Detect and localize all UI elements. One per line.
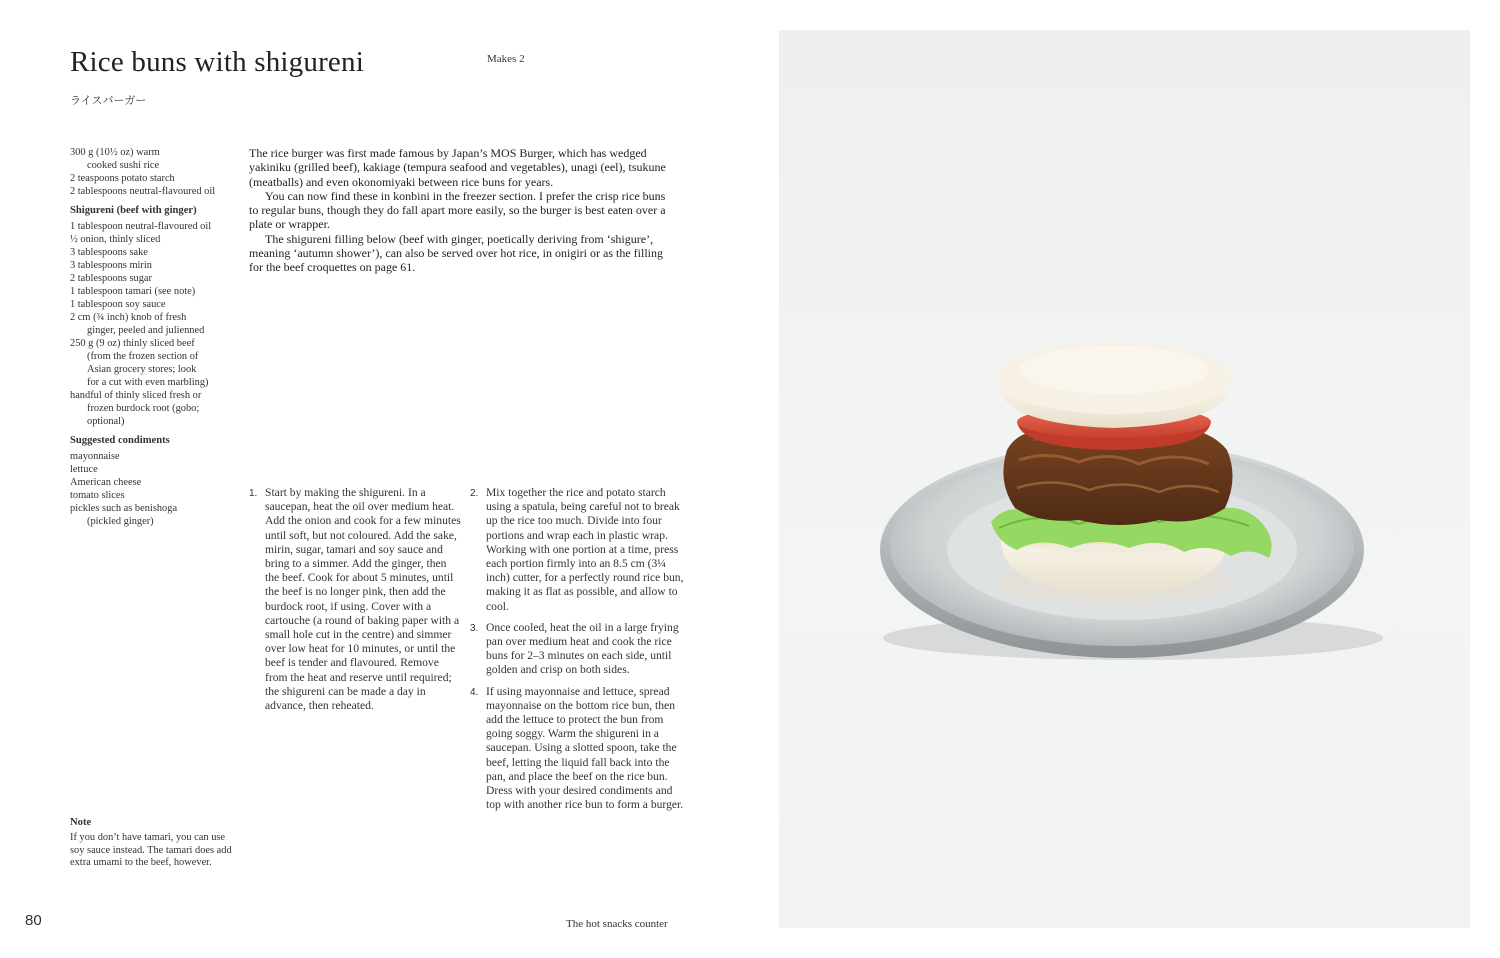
ingredient-line: 2 tablespoons neutral-flavoured oil <box>70 186 216 197</box>
recipe-note <box>70 817 240 870</box>
ingredient-line: ginger, peeled and julienned <box>87 325 205 336</box>
note-text: If you don’t have tamari, you can use soy sauce instead. The tamari does add extra umami to the beef, however. <box>70 831 232 869</box>
ingredient-line: ½ onion, thinly sliced <box>70 234 161 245</box>
note-heading: Note <box>70 817 92 828</box>
intro-paragraph: The shigureni filling below (beef with ginger, poetically deriving from ‘shigure’, meaning ‘autumn shower’), can also be served over hot rice, in onigiri or as the filling for the beef croquettes on page 61. <box>249 231 663 275</box>
ingredient-line: lettuce <box>70 464 98 475</box>
method-step <box>249 486 461 713</box>
ingredients-shigureni <box>70 220 242 428</box>
method-step <box>470 685 685 813</box>
ingredient-line: American cheese <box>70 477 142 488</box>
ingredient-line: 1 tablespoon soy sauce <box>70 299 166 310</box>
method-step <box>470 486 685 614</box>
step-text: If using mayonnaise and lettuce, spread mayonnaise on the bottom rice bun, then add the lettuce to protect the bun from going soggy. Warm the shigureni in a saucepan. Using a slotted spoon, take the beef, letting the liquid fall back into the pan, and place the beef on the rice bun. Dress with your desired condiments and top with another rice bun to form a burger. <box>486 684 684 812</box>
step-text: Once cooled, heat the oil in a large frying pan over medium heat and cook the rice buns for 2–3 minutes on each side, until golden and crisp on both sides. <box>486 620 679 677</box>
ingredient-line: pickles such as benishoga <box>70 503 178 514</box>
ingredient-line: 3 tablespoons mirin <box>70 260 152 271</box>
page-number: 80 <box>25 912 42 929</box>
step-number: 1. <box>249 488 258 499</box>
ingredient-line: mayonnaise <box>70 451 120 462</box>
step-number: 4. <box>470 686 479 698</box>
recipe-introduction <box>249 146 669 275</box>
step-text: Mix together the rice and potato starch using a spatula, being careful not to break up the rice too much. Divide into four portions and wrap each in plastic wrap. Working with one portion at a time, press each portion firmly into an 8.5 cm (3¼ inch) cutter, for a perfectly round rice bun, making it as flat as possible, and allow to cool. <box>486 486 684 613</box>
recipe-photo <box>779 30 1470 928</box>
shigureni-heading: Shigureni (beef with ginger) <box>70 205 197 216</box>
ingredient-line: (pickled ginger) <box>87 516 154 527</box>
ingredient-line: 3 tablespoons sake <box>70 247 148 258</box>
ingredient-line: (from the frozen section of <box>87 351 199 362</box>
step-number: 2. <box>470 488 479 499</box>
section-footer: The hot snacks counter <box>566 918 668 930</box>
ingredients-list <box>70 146 242 528</box>
method-step <box>470 621 685 678</box>
ingredient-line: 2 tablespoons sugar <box>70 273 152 284</box>
recipe-yield: Makes 2 <box>487 53 525 65</box>
top-bun-highlight <box>1019 346 1209 394</box>
ingredient-line: 300 g (10½ oz) warm <box>70 147 160 158</box>
intro-paragraph: You can now find these in konbini in the freezer section. I prefer the crisp rice buns to regular buns, though they do fall apart more easily, so the burger is best eaten over a plate or wrapper. <box>249 188 666 232</box>
ingredient-line: Asian grocery stores; look <box>87 364 197 375</box>
rice-burger-illustration <box>779 30 1470 928</box>
intro-paragraph: The rice burger was first made famous by Japan’s MOS Burger, which has wedged yakiniku (grilled beef), kakiage (tempura seafood and vegetables), unagi (eel), tsukune (meatballs) and even okonomiyaki between rice buns for years. <box>249 146 666 189</box>
condiments-heading: Suggested condiments <box>70 435 170 446</box>
ingredient-line: 2 cm (¾ inch) knob of fresh <box>70 312 187 323</box>
ingredients-main <box>70 146 242 198</box>
ingredient-line: cooked sushi rice <box>87 160 160 171</box>
step-number: 3. <box>470 622 479 634</box>
ingredient-line: optional) <box>87 416 125 427</box>
method-column-2 <box>470 486 685 819</box>
ingredient-line: frozen burdock root (gobo; <box>87 403 200 414</box>
ingredient-line: 2 teaspoons potato starch <box>70 173 175 184</box>
ingredient-line: 1 tablespoon tamari (see note) <box>70 286 196 297</box>
method-column-1 <box>249 486 461 720</box>
recipe-subtitle-japanese: ライスバーガー <box>70 94 147 107</box>
ingredient-line: handful of thinly sliced fresh or <box>70 390 202 401</box>
ingredient-line: 1 tablespoon neutral-flavoured oil <box>70 221 212 232</box>
step-text: Start by making the shigureni. In a saucepan, heat the oil over medium heat. Add the onion and cook for a few minutes until soft, but not coloured. Add the sake, mirin, sugar, tamari and soy sauce and bring to a simmer. Add the ginger, then the beef. Cook for about 5 minutes, until the beef is no longer pink, then add the burdock root, if using. Cover with a cartouche (a round of baking paper with a small hole cut in the centre) and simmer over low heat for 10 minutes, or until the beef is tender and flavoured. Remove from the heat and reserve until required; the shigureni can be made a day in advance, then reheated. <box>265 486 461 713</box>
ingredients-condiments <box>70 450 242 528</box>
ingredient-line: for a cut with even marbling) <box>87 377 209 388</box>
ingredient-line: tomato slices <box>70 490 125 501</box>
recipe-title: Rice buns with shigureni <box>70 46 364 78</box>
ingredient-line: 250 g (9 oz) thinly sliced beef <box>70 338 195 349</box>
